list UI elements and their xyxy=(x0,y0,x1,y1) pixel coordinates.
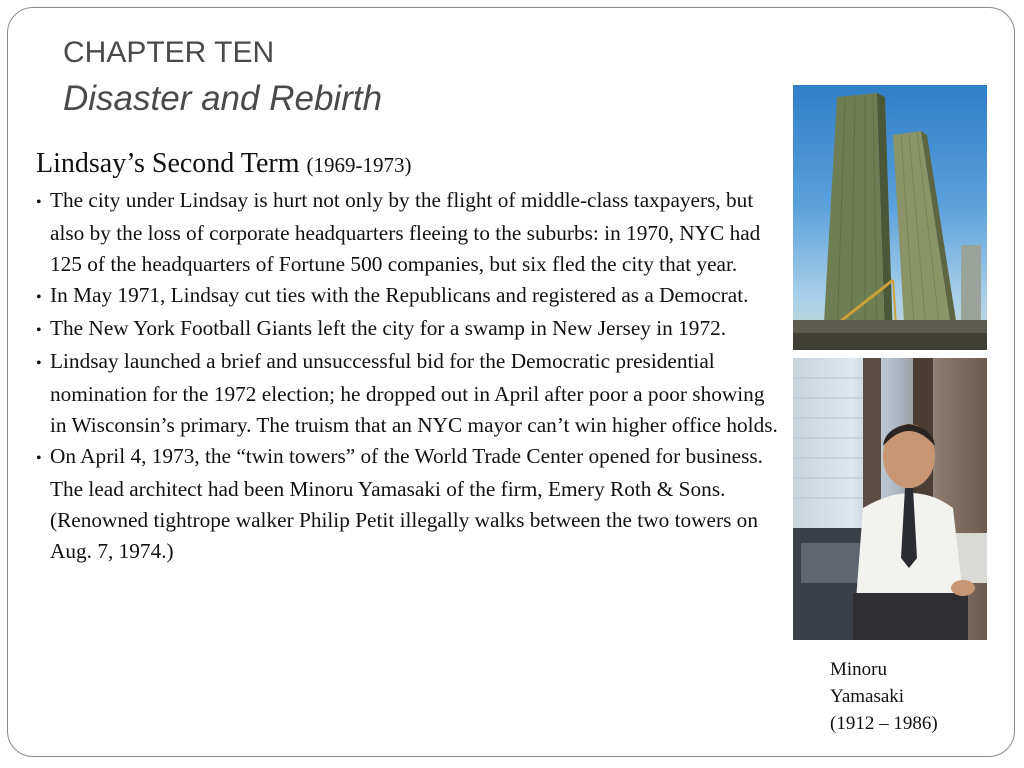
bullet-dot: • xyxy=(36,450,42,467)
bullet-text: Lindsay launched a brief and unsuccessful bid for the Democratic presidential nomination for the 1972 election; he dropped out in April after poor a poor showing in Wisconsin’s primary. The truism that an NYC mayor can’t win higher office holds. xyxy=(50,349,778,437)
bullet-text: In May 1971, Lindsay cut ties with the Republicans and registered as a Democrat. xyxy=(50,283,749,307)
caption-line-years: (1912 – 1986) xyxy=(830,713,938,734)
bullet-dot: • xyxy=(36,355,42,372)
yamasaki-portrait-photo xyxy=(793,358,987,640)
twin-towers-photo xyxy=(793,85,987,350)
section-years: (1969-1973) xyxy=(306,153,412,177)
bullet-item xyxy=(36,346,786,441)
caption-line-last-name: Yamasaki xyxy=(830,686,905,707)
bullet-dot: • xyxy=(36,194,42,211)
photo-caption xyxy=(830,656,938,737)
bullet-item xyxy=(36,441,786,567)
chapter-title: CHAPTER TEN xyxy=(63,36,275,69)
caption-line-first-name: Minoru xyxy=(830,659,887,680)
bullet-list xyxy=(36,185,786,567)
section-heading-text: Lindsay’s Second Term xyxy=(36,148,300,179)
bullet-text: The city under Lindsay is hurt not only by the flight of middle-class taxpayers, but also by the loss of corporate headquarters fleeing to the suburbs: in 1970, NYC had 125 of the headquarters of Fortune 500 companies, but six fled the city that year. xyxy=(50,188,761,276)
bullet-item xyxy=(36,313,786,346)
section-heading xyxy=(36,146,786,183)
chapter-subtitle: Disaster and Rebirth xyxy=(63,79,383,118)
bullet-item xyxy=(36,280,786,313)
twin-towers-illustration xyxy=(793,85,987,350)
bullet-text: On April 4, 1973, the “twin towers” of the World Trade Center opened for business. The lead architect had been Minoru Yamasaki of the firm, Emery Roth & Sons. (Renowned tightrope walker Philip Petit illegally walks between the two towers on Aug. 7, 1974.) xyxy=(50,444,763,563)
portrait-illustration xyxy=(793,358,987,640)
slide-body xyxy=(36,146,786,567)
bullet-dot: • xyxy=(36,322,42,339)
bullet-text: The New York Football Giants left the city for a swamp in New Jersey in 1972. xyxy=(50,316,727,340)
bullet-item xyxy=(36,185,786,280)
bullet-dot: • xyxy=(36,289,42,306)
